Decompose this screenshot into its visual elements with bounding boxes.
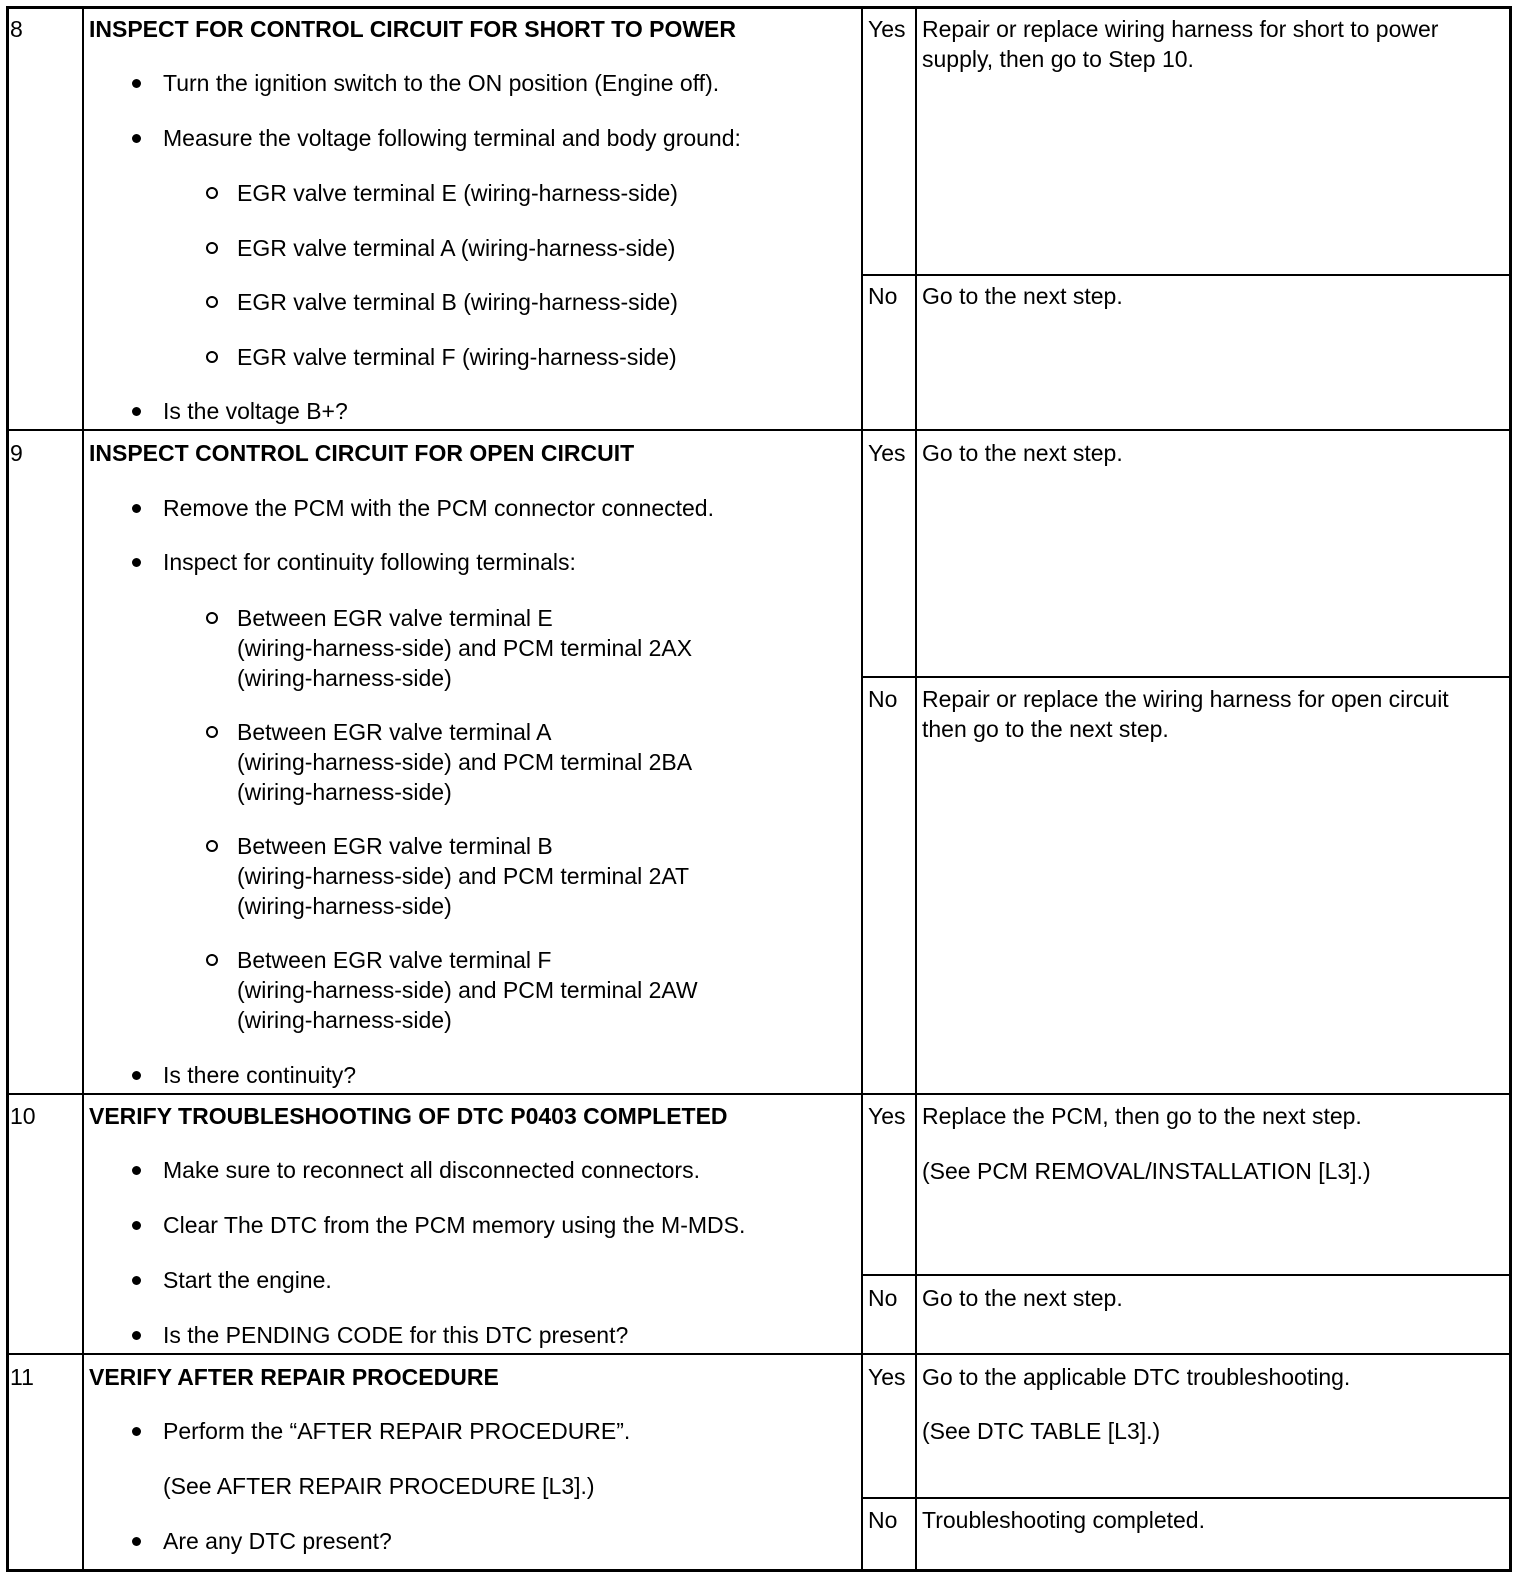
sub-bullet-text: EGR valve terminal F (wiring-harness-side) — [237, 344, 677, 370]
sub-bullet-icon — [206, 612, 218, 624]
yes-action: Go to the applicable DTC troubleshooting. — [922, 1364, 1351, 1390]
step-number: 11 — [10, 1364, 34, 1390]
yes-no-divider — [861, 1274, 1512, 1276]
sub-bullet-text: Between EGR valve terminal E — [237, 605, 553, 631]
step-number: 9 — [10, 440, 23, 466]
bullet-text: Measure the voltage following terminal and body ground: — [163, 125, 741, 151]
sub-bullet-text: Between EGR valve terminal F — [237, 947, 552, 973]
column-divider — [915, 6, 917, 1572]
row-divider — [6, 429, 1512, 431]
step-title: INSPECT CONTROL CIRCUIT FOR OPEN CIRCUIT — [89, 440, 635, 466]
sub-bullet-text: (wiring-harness-side) and PCM terminal 2AX — [237, 635, 693, 661]
bullet-text: Start the engine. — [163, 1267, 332, 1293]
bullet-text: Remove the PCM with the PCM connector connected. — [163, 495, 714, 521]
sub-bullet-icon — [206, 351, 218, 363]
yes-label: Yes — [868, 1364, 906, 1390]
sub-bullet-text: (wiring-harness-side) — [237, 779, 452, 805]
sub-bullet-text: Between EGR valve terminal B — [237, 833, 553, 859]
sub-bullet-icon — [206, 840, 218, 852]
bullet-question: Is the voltage B+? — [163, 398, 348, 424]
yes-label: Yes — [868, 1103, 906, 1129]
bullet-icon — [132, 1221, 141, 1230]
sub-bullet-icon — [206, 187, 218, 199]
bullet-icon — [132, 1537, 141, 1546]
no-label: No — [868, 686, 898, 712]
yes-reference: (See PCM REMOVAL/INSTALLATION [L3].) — [922, 1158, 1371, 1184]
step-number: 10 — [10, 1103, 36, 1129]
bullet-icon — [132, 558, 141, 567]
bullet-text: Turn the ignition switch to the ON position (Engine off). — [163, 70, 720, 96]
sub-bullet-icon — [206, 726, 218, 738]
yes-action: Replace the PCM, then go to the next step. — [922, 1103, 1362, 1129]
yes-reference: (See DTC TABLE [L3].) — [922, 1418, 1161, 1444]
bullet-text: Perform the “AFTER REPAIR PROCEDURE”. — [163, 1418, 631, 1444]
no-label: No — [868, 1285, 898, 1311]
step-title: VERIFY TROUBLESHOOTING OF DTC P0403 COMPLETED — [89, 1103, 728, 1129]
sub-bullet-text: (wiring-harness-side) and PCM terminal 2AT — [237, 863, 690, 889]
yes-no-divider — [861, 274, 1512, 276]
sub-bullet-text: EGR valve terminal A (wiring-harness-side) — [237, 235, 676, 261]
yes-action: Go to the next step. — [922, 440, 1123, 466]
yes-label: Yes — [868, 16, 906, 42]
sub-bullet-icon — [206, 296, 218, 308]
bullet-question: Is the PENDING CODE for this DTC present? — [163, 1322, 629, 1348]
yes-label: Yes — [868, 440, 906, 466]
yes-no-divider — [861, 676, 1512, 678]
bullet-icon — [132, 1427, 141, 1436]
no-action: Go to the next step. — [922, 283, 1123, 309]
sub-bullet-icon — [206, 242, 218, 254]
bullet-text: Inspect for continuity following terminals: — [163, 549, 576, 575]
reference-note: (See AFTER REPAIR PROCEDURE [L3].) — [163, 1473, 595, 1499]
bullet-icon — [132, 407, 141, 416]
sub-bullet-text: (wiring-harness-side) — [237, 893, 452, 919]
bullet-text: Clear The DTC from the PCM memory using the M-MDS. — [163, 1212, 746, 1238]
step-title: VERIFY AFTER REPAIR PROCEDURE — [89, 1364, 499, 1390]
bullet-question: Is there continuity? — [163, 1062, 357, 1088]
no-label: No — [868, 283, 898, 309]
bullet-icon — [132, 1071, 141, 1080]
bullet-text: Make sure to reconnect all disconnected connectors. — [163, 1157, 700, 1183]
column-divider — [861, 6, 863, 1572]
row-divider — [6, 1093, 1512, 1095]
bullet-icon — [132, 504, 141, 513]
bullet-question: Are any DTC present? — [163, 1528, 392, 1554]
step-number: 8 — [10, 16, 23, 42]
bullet-icon — [132, 1166, 141, 1175]
bullet-icon — [132, 79, 141, 88]
row-divider — [6, 1353, 1512, 1355]
sub-bullet-text: Between EGR valve terminal A — [237, 719, 552, 745]
sub-bullet-text: (wiring-harness-side) — [237, 665, 452, 691]
yes-no-divider — [861, 1497, 1512, 1499]
no-label: No — [868, 1507, 898, 1533]
sub-bullet-text: (wiring-harness-side) and PCM terminal 2BA — [237, 749, 693, 775]
bullet-icon — [132, 1276, 141, 1285]
sub-bullet-text: EGR valve terminal E (wiring-harness-side) — [237, 180, 678, 206]
no-action: Troubleshooting completed. — [922, 1507, 1205, 1533]
yes-action: Repair or replace wiring harness for short to power — [922, 16, 1439, 42]
no-action: then go to the next step. — [922, 716, 1169, 742]
bullet-icon — [132, 134, 141, 143]
sub-bullet-text: (wiring-harness-side) — [237, 1007, 452, 1033]
sub-bullet-text: (wiring-harness-side) and PCM terminal 2AW — [237, 977, 698, 1003]
sub-bullet-icon — [206, 954, 218, 966]
step-title: INSPECT FOR CONTROL CIRCUIT FOR SHORT TO POWER — [89, 16, 736, 42]
column-divider — [82, 6, 84, 1572]
yes-action: supply, then go to Step 10. — [922, 46, 1194, 72]
bullet-icon — [132, 1331, 141, 1340]
no-action: Go to the next step. — [922, 1285, 1123, 1311]
no-action: Repair or replace the wiring harness for open circuit — [922, 686, 1449, 712]
sub-bullet-text: EGR valve terminal B (wiring-harness-side) — [237, 289, 678, 315]
